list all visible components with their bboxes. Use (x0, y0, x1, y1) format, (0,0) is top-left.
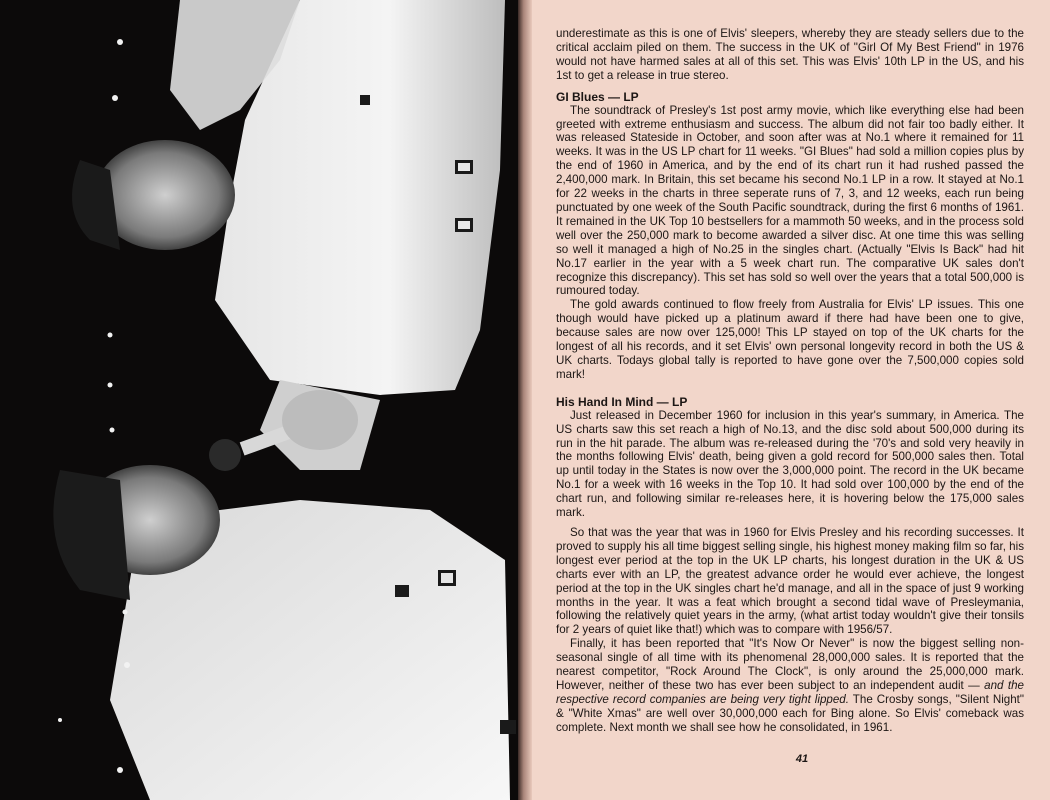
text-page (532, 0, 1050, 800)
his-hand-paragraph-1: Just released in December 1960 for inclusion in this year's summary, in America. The US charts saw this set reach a high of No.13, and the disc sold about 500,000 during its run in the hit parade. The album was re-released during the '70's and sold very heavily in the months following Elvis' death, being given a gold record for 500,000 sales then. Total up until today in the States is now over the 3,000,000 point. The record in the UK became No.1 for a week with 16 weeks in the Top 10. It had sold over 100,000 by the end of the chart run, and following similar re-releases here, it is hovering below the 175,000 sales mark. (556, 408, 1024, 520)
gi-blues-paragraph-1: The soundtrack of Presley's 1st post army movie, which like everything else had been greeted with extreme enthusiasm and success. The album did not fair too badly either. It was released Stateside in October, and soon after was at No.1 where it remained for 11 weeks. It was in the US LP chart for 11 weeks. "GI Blues" had sold a million copies plus by the end of 1960 in America, and by the end of its chart run it had rushed passed the 2,400,000 mark. In Britain, this set became his second No.1 LP in a row. It stayed at No.1 for 22 weeks in the charts in three seperate runs of 7, 3, and 12 weeks, each run being punctuated by one week of the South Pacific soundtrack, during the first 6 months of 1961. It remained in the UK Top 10 bestsellers for a mammoth 50 weeks, and in the process sold well over the 250,000 mark to become awarded a silver disc. At one time this was selling so well it managed a high of No.25 in the singles chart. (Actually "Elvis Is Back" had hit No.17 earlier in the year with a 5 week chart run. The comparative UK sales don't recognize this discrepancy). This set has sold so well over the years that a total 500,000 is rumoured today. (556, 103, 1024, 298)
summary-paragraph-1: So that was the year that was in 1960 for Elvis Presley and his recording successes. It proved to supply his all time biggest selling single, his highest money making film so far, his longest ever period at the top in the UK LP charts, his longest duration in the UK & US charts ever with an LP, the greatest advance order he would ever achieve, the longest period at the top in the UK singles chart he'd manage, and all in the space of just 9 working months in the year. It was a feat which brought a second tidal wave of Presleymania, following the relatively quiet years in the army, (what artist today wouldn't give their tonsils for 2 years of quiet like that!) which was to compare with 1956/57. (556, 526, 1024, 637)
summary-paragraph-2 (556, 637, 1024, 734)
his-hand-heading: His Hand In Mind — LP (556, 394, 688, 409)
summary-text-b: The Crosby songs, "Silent Night" & "White Xmas" are well over 30,000,000 each for Bing alone. So Elvis' comeback was complete. Next month we shall see how he consolidated, in 1961. (556, 692, 1025, 734)
page-number: 41 (795, 753, 809, 765)
gi-blues-heading: GI Blues — LP (556, 89, 639, 104)
intro-paragraph: underestimate as this is one of Elvis' sleepers, whereby they are steady sellers due to the critical acclaim piled on them. The success in the UK of "Girl Of My Best Friend" in 1976 would not have harmed sales at all of this set. This was Elvis' 10th LP in the US, and his 1st to get a release in true stereo. (556, 27, 1024, 82)
elvis-photo (0, 0, 522, 800)
summary-text-a: Finally, it has been reported that "It's Now Or Never" is now the biggest selling non-seasonal single of all time with its phenomenal 28,000,000 sales. It is reported that the nearest competitor, "Rock Around The Clock", is only around the 25,000,000 mark. However, neither of these two has ever been subject to an independent audit — (556, 637, 1024, 692)
article-column (556, 27, 1024, 735)
gi-blues-paragraph-2: The gold awards continued to flow freely from Australia for Elvis' LP issues. This one though would have picked up a platinum award if there had have been one to give, because sales are now over 125,000! This LP stayed on top of the UK charts for the longest of all his records, and it set Elvis' own personal longevity record in both the US & UK charts. Todays global tally is reported to have gone over the 7,500,000 copies sold mark! (556, 298, 1024, 381)
photo-page (0, 0, 522, 800)
page-gutter (518, 0, 532, 800)
summary-text-italic: and the respective record companies are being very tight lipped. (556, 678, 1024, 706)
